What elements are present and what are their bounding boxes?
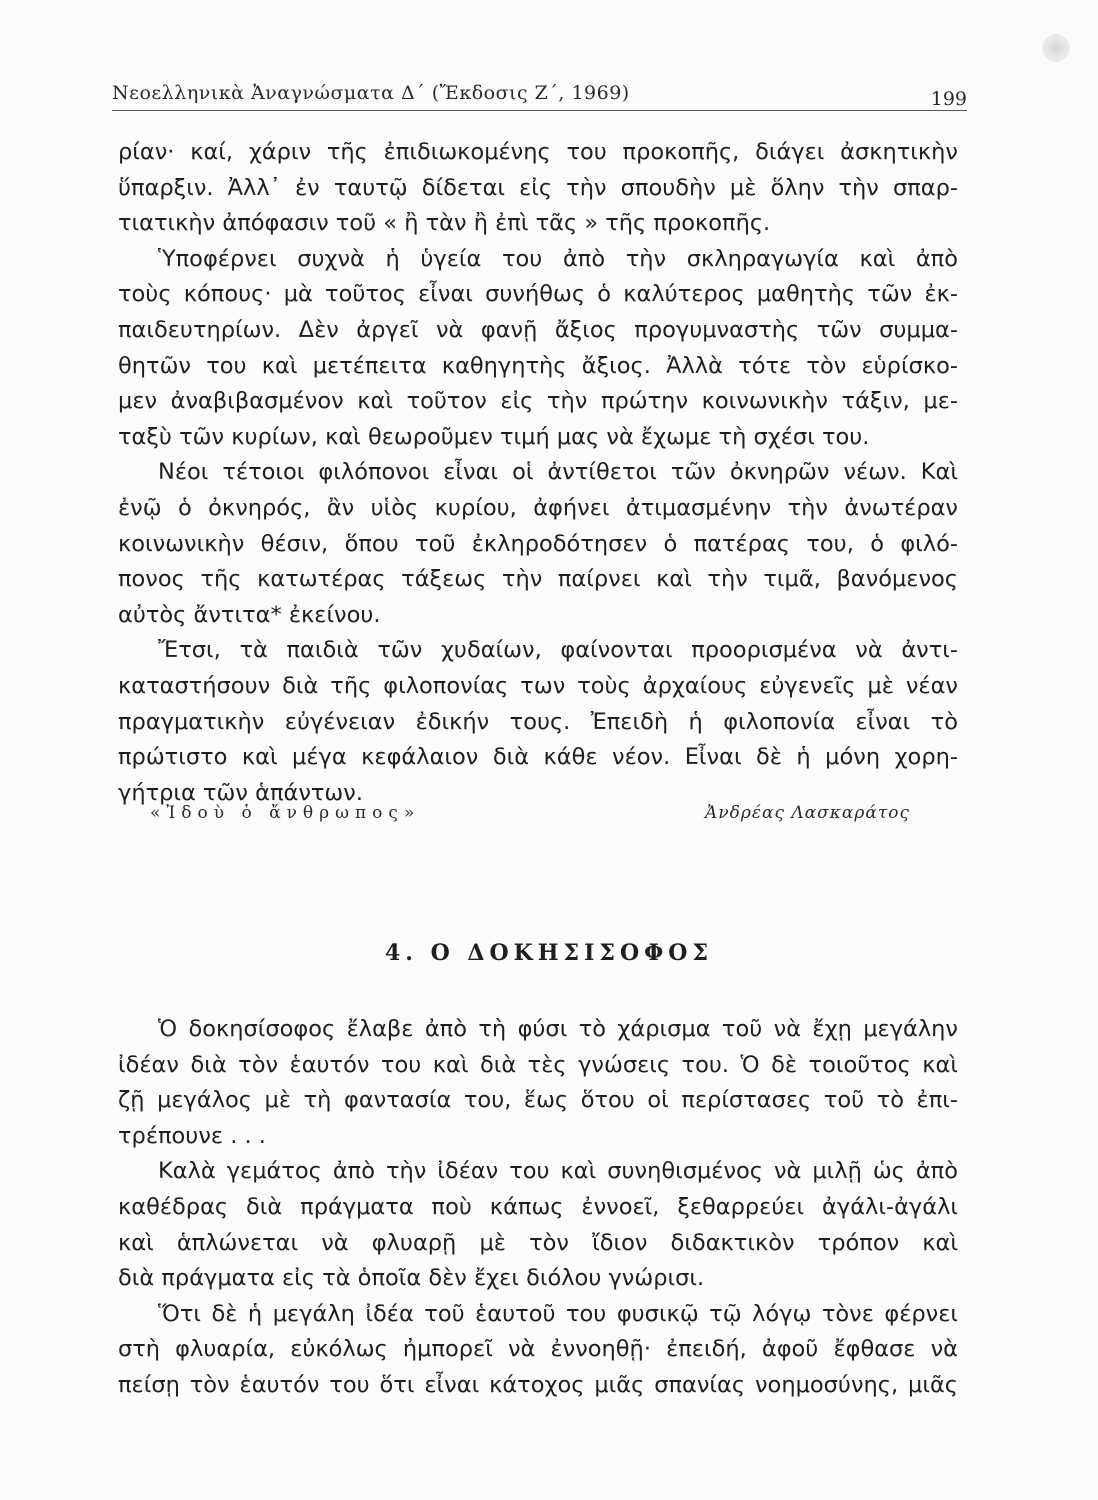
text-line: τοὺς κόπους· μὰ τοῦτος εἶναι συνήθως ὁ καλύτερος μαθητὴς τῶν ἐκ- <box>118 281 958 308</box>
section-heading: 4. Ο ΔΟΚΗΣΙΣΟΦΟΣ <box>384 940 714 966</box>
text-line: γήτρια τῶν ἁπάντων. <box>118 779 363 806</box>
text-line: πείσῃ τὸν ἑαυτόν του ὅτι εἶναι κάτοχος μιᾶς σπανίας νοημοσύνης, μιᾶς <box>118 1371 958 1398</box>
text-line: Ὅτι δὲ ἡ μεγάλη ἰδέα τοῦ ἑαυτοῦ του φυσικῷ τῷ λόγῳ τὸνε φέρνει <box>158 1300 958 1327</box>
essay-signature <box>150 803 910 833</box>
text-line: ταξὺ τῶν κυρίων, καὶ θεωροῦμεν τιμή μας νὰ ἔχωμε τὴ σχέσι του. <box>118 423 870 450</box>
text-line: στὴ φλυαρία, εὐκόλως ἠμπορεῖ νὰ ἐννοηθῇ· ἐπειδή, ἀφοῦ ἔφθασε νὰ <box>118 1336 958 1363</box>
text-line: πρώτιστο καὶ μέγα κεφάλαιον διὰ κάθε νέον. Εἶναι δὲ ἡ μόνη χορη- <box>118 744 958 771</box>
text-line: Καλὰ γεμάτος ἀπὸ τὴν ἰδέαν του καὶ συνηθισμένος νὰ μιλῇ ὡς ἀπὸ <box>158 1158 958 1185</box>
page-number: 199 <box>930 88 967 110</box>
text-line: αὐτὸς ἄντιτα* ἐκείνου. <box>118 601 381 628</box>
page-stain <box>1042 34 1070 62</box>
text-line: ρίαν· καί, χάριν τῆς ἐπιδιωκομένης του προκοπῆς, διάγει ἀσκητικὴν <box>118 139 958 165</box>
text-line: διὰ πράγματα εἰς τὰ ὁποῖα δὲν ἔχει διόλου γνώρισι. <box>118 1265 705 1292</box>
text-line: μεν ἀναβιβασμένον καὶ τοῦτον εἰς τὴν πρώτην κοινωνικὴν τάξιν, με- <box>118 388 958 415</box>
source-title: «Ἰδοὺ ὁ ἄνθρωπος» <box>150 803 421 823</box>
text-line: τρέπουνε . . . <box>118 1122 266 1149</box>
text-line: Νέοι τέτοιοι φιλόπονοι εἶναι οἱ ἀντίθετοι τῶν ὀκνηρῶν νέων. Καὶ <box>158 459 958 486</box>
text-line: καὶ ἁπλώνεται νὰ φλυαρῇ μὲ τὸν ἴδιον διδακτικὸν τρόπον καὶ <box>118 1229 958 1256</box>
text-line: κοινωνικὴν θέσιν, ὅπου τοῦ ἐκληροδότησεν ὁ πατέρας του, ὁ φιλό- <box>118 530 958 557</box>
text-line: παιδευτηρίων. Δὲν ἀργεῖ νὰ φανῇ ἄξιος προγυμναστὴς τῶν συμμα- <box>118 316 958 343</box>
text-line: ἰδέαν διὰ τὸν ἑαυτόν του καὶ διὰ τὲς γνώσεις του. Ὁ δὲ τοιοῦτος καὶ <box>118 1051 958 1078</box>
text-line: καθέδρας διὰ πράγματα ποὺ κάπως ἐννοεῖ, ξεθαρρεύει ἀγάλι-ἀγάλι <box>118 1193 958 1220</box>
text-line: τιατικὴν ἀπόφασιν τοῦ « ἢ τὰν ἢ ἐπὶ τᾶς » τῆς προκοπῆς. <box>118 210 771 237</box>
text-line: καταστήσουν διὰ τῆς φιλοπονίας των τοὺς ἀρχαίους εὐγενεῖς μὲ νέαν <box>118 672 958 699</box>
text-line: πραγματικὴν εὐγένειαν ἐδικήν τους. Ἐπειδὴ ἡ φιλοπονία εἶναι τὸ <box>118 708 958 735</box>
text-line: ἐνῷ ὁ ὀκνηρός, ἂν υἱὸς κυρίου, ἀφήνει ἀτιμασμένην τὴν ἀνωτέραν <box>118 494 958 521</box>
section-text <box>118 1012 958 1404</box>
text-line: Ὁ δοκησίσοφος ἔλαβε ἀπὸ τὴ φύσι τὸ χάρισμα τοῦ νὰ ἔχῃ μεγάλην <box>158 1016 958 1042</box>
page-header <box>112 70 967 111</box>
text-line: θητῶν του καὶ μετέπειτα καθηγητὴς ἄξιος. Ἀλλὰ τότε τὸν εὑρίσκο- <box>118 352 958 379</box>
running-head: Νεοελληνικὰ Ἀναγνώσματα Δ΄ (Ἔκδοσις Ζ΄, 1969) <box>112 82 630 104</box>
text-line: Ἔτσι, τὰ παιδιὰ τῶν χυδαίων, φαίνονται προορισμένα νὰ ἀντι- <box>158 637 958 664</box>
essay-one-text <box>118 135 958 811</box>
text-line: ὕπαρξιν. Ἀλλ᾽ ἐν ταυτῷ δίδεται εἰς τὴν σπουδὴν μὲ ὅλην τὴν σπαρ- <box>118 174 958 201</box>
text-line: Ὑποφέρνει συχνὰ ἡ ὑγεία του ἀπὸ τὴν σκληραγωγία καὶ ἀπὸ <box>158 245 958 272</box>
author-name: Ἀνδρέας Λασκαράτος <box>705 803 910 823</box>
text-line: πονος τῆς κατωτέρας τάξεως τὴν παίρνει καὶ τὴν τιμᾶ, βανόμενος <box>118 566 958 593</box>
text-line: ζῇ μεγάλος μὲ τὴ φαντασία του, ἕως ὅτου οἱ περίστασες τοῦ τὸ ἐπι- <box>118 1087 958 1114</box>
